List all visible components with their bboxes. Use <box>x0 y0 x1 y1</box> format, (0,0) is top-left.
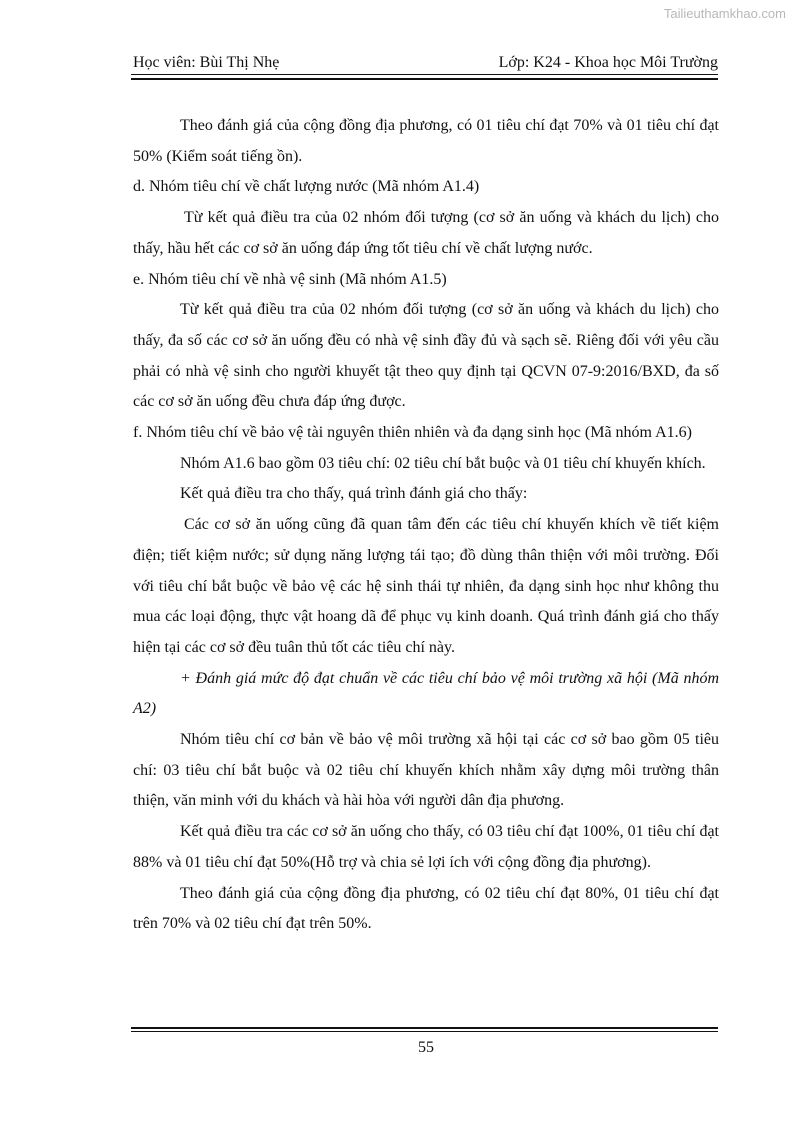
paragraph: Theo đánh giá của cộng đồng địa phương, có 02 tiêu chí đạt 80%, 01 tiêu chí đạt trên 70% và 02 tiêu chí đạt trên 50%. <box>133 884 719 933</box>
paragraph: Theo đánh giá của cộng đồng địa phương, có 01 tiêu chí đạt 70% và 01 tiêu chí đạt 50% (Kiểm soát tiếng ồn). <box>133 117 719 165</box>
watermark: Tailieuthamkhao.com <box>663 6 786 21</box>
paragraph: Kết quả điều tra các cơ sở ăn uống cho thấy, có 03 tiêu chí đạt 100%, 01 tiêu chí đạt 88% và 01 tiêu chí đạt 50%(Hỗ trợ và chia sẻ lợi ích với cộng đồng địa phương). <box>133 823 719 871</box>
paragraph: Từ kết quả điều tra của 02 nhóm đối tượng (cơ sở ăn uống và khách du lịch) cho thấy, đa số các cơ sở ăn uống đều có nhà vệ sinh đầy đủ và sạch sẽ. Riêng đối với yêu cầu phải có nhà vệ sinh cho người khuyết tật theo quy định tại QCVN 07-9:2016/BXD, đa số các cơ sở ăn uống đều chưa đáp ứng được. <box>133 301 719 411</box>
header-class: Lớp: K24 - Khoa học Môi Trường <box>498 54 718 71</box>
paragraph: Từ kết quả điều tra của 02 nhóm đối tượng (cơ sở ăn uống và khách du lịch) cho thấy, hầu hết các cơ sở ăn uống đáp ứng tốt tiêu chí về chất lượng nước. <box>133 209 719 257</box>
paragraph: Các cơ sở ăn uống cũng đã quan tâm đến các tiêu chí khuyến khích về tiết kiệm điện; tiết kiệm nước; sử dụng năng lượng tái tạo; đồ dùng thân thiện với môi trường. Đối với tiêu chí bắt buộc về bảo vệ các hệ sinh thái tự nhiên, đa dạng sinh học như không thu mua các loại động, thực vật hoang dã để phục vụ kinh doanh. Quá trình đánh giá cho thấy hiện tại các cơ sở đều tuân thủ tốt các tiêu chí này. <box>133 516 719 656</box>
section-heading-e: e. Nhóm tiêu chí về nhà vệ sinh (Mã nhóm A1.5) <box>133 270 447 288</box>
body-text <box>133 111 719 940</box>
paragraph: Kết quả điều tra cho thấy, quá trình đánh giá cho thấy: <box>180 485 528 503</box>
page-number: 55 <box>418 1039 434 1056</box>
header-rule-thick <box>131 78 718 80</box>
section-heading-f: f. Nhóm tiêu chí về bảo vệ tài nguyên thiên nhiên và đa dạng sinh học (Mã nhóm A1.6) <box>133 424 692 442</box>
page-header <box>133 48 718 72</box>
italic-subheading: + Đánh giá mức độ đạt chuẩn về các tiêu chí bảo vệ môi trường xã hội (Mã nhóm A2) <box>133 669 719 718</box>
header-rule <box>131 74 718 75</box>
paragraph: Nhóm A1.6 bao gồm 03 tiêu chí: 02 tiêu chí bắt buộc và 01 tiêu chí khuyến khích. <box>180 454 706 472</box>
paragraph: Nhóm tiêu chí cơ bản về bảo vệ môi trường xã hội tại các cơ sở bao gồm 05 tiêu chí: 03 tiêu chí bắt buộc và 02 tiêu chí khuyến khích nhằm xây dựng môi trường thân thiện, văn minh với du khách và hài hòa với người dân địa phương. <box>133 731 719 810</box>
footer-rule <box>131 1031 718 1032</box>
section-heading-d: d. Nhóm tiêu chí về chất lượng nước (Mã nhóm A1.4) <box>133 178 480 196</box>
header-student: Học viên: Bùi Thị Nhẹ <box>133 54 280 71</box>
footer-rule-thick <box>131 1027 718 1029</box>
